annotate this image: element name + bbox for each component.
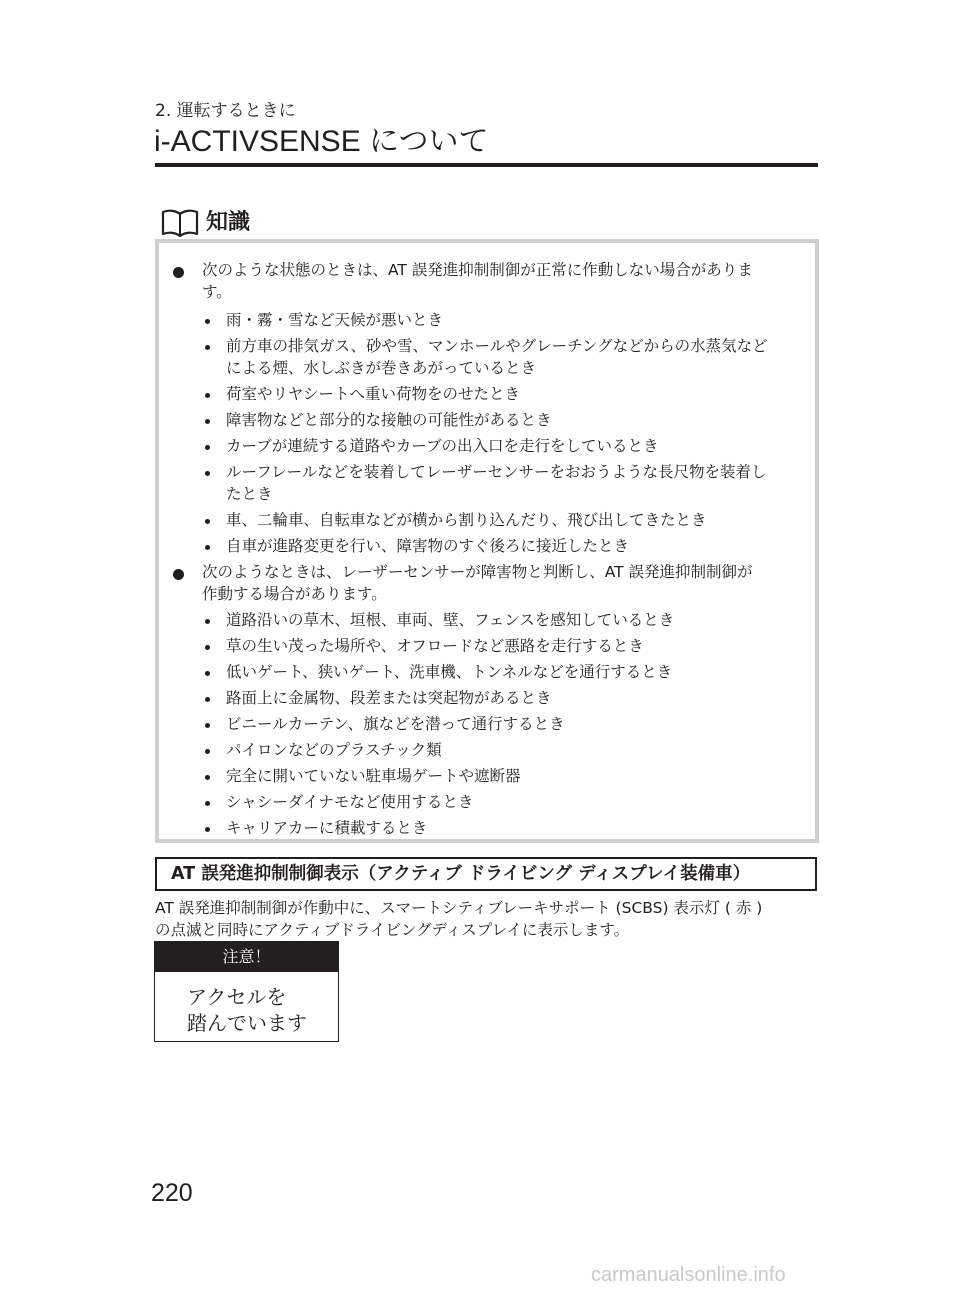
- display-message-line-2: 踏んでいます: [187, 1011, 307, 1035]
- page-title: i-ACTIVSENSE について: [154, 125, 489, 158]
- knowledge-group-1-line-1: 次のような状態のときは、AT 誤発進抑制制御が正常に作動しない場合がありま: [202, 261, 753, 279]
- list-item-continued: たとき: [226, 485, 273, 503]
- list-item: 草の生い茂った場所や、オフロードなど悪路を走行するとき: [226, 637, 644, 655]
- knowledge-group-2-line-2: 作動する場合があります。: [202, 585, 387, 603]
- list-item: 荷室やリヤシートへ重い荷物をのせたとき: [226, 385, 521, 403]
- sub-bullet-dot: [205, 471, 210, 476]
- title-rule: [155, 163, 818, 167]
- bullet-dot: [173, 569, 184, 580]
- display-message-line-1: アクセルを: [187, 985, 287, 1009]
- sub-bullet-dot: [205, 775, 210, 780]
- list-item: 前方車の排気ガス、砂や雪、マンホールやグレーチングなどからの水蒸気など: [226, 337, 768, 355]
- sub-bullet-dot: [205, 749, 210, 754]
- section-paragraph-line-2: の点滅と同時にアクティブドライビングディスプレイに表示します。: [155, 921, 630, 939]
- display-warning-header: 注意！: [155, 942, 338, 972]
- knowledge-group-2-line-1: 次のようなときは、レーザーセンサーが障害物と判断し、AT 誤発進抑制制御が: [202, 563, 753, 581]
- list-item: 道路沿いの草木、垣根、車両、壁、フェンスを感知しているとき: [226, 611, 675, 629]
- bullet-dot: [173, 267, 184, 278]
- section-heading-box: [155, 857, 817, 891]
- sub-bullet-dot: [205, 345, 210, 350]
- page-number: 220: [151, 1179, 193, 1207]
- sub-bullet-dot: [205, 827, 210, 832]
- knowledge-label: 知識: [206, 210, 251, 235]
- list-item: シャシーダイナモなど使用するとき: [226, 793, 474, 811]
- sub-bullet-dot: [205, 519, 210, 524]
- sub-bullet-dot: [205, 697, 210, 702]
- knowledge-box: [155, 239, 819, 843]
- list-item: パイロンなどのプラスチック類: [226, 741, 442, 759]
- list-item: ルーフレールなどを装着してレーザーセンサーをおおうような長尺物を装着し: [226, 463, 767, 481]
- driving-display-illustration: [154, 941, 339, 1042]
- sub-bullet-dot: [205, 619, 210, 624]
- list-item: ビニールカーテン、旗などを潜って通行するとき: [226, 715, 565, 733]
- sub-bullet-dot: [205, 671, 210, 676]
- sub-bullet-dot: [205, 545, 210, 550]
- section-paragraph-line-1: AT 誤発進抑制制御が作動中に、スマートシティブレーキサポート (SCBS) 表示灯 ( 赤 ): [155, 899, 763, 917]
- knowledge-heading: [160, 206, 250, 240]
- list-item: カーブが連続する道路やカーブの出入口を走行をしているとき: [226, 437, 659, 455]
- knowledge-group-1-line-2: す。: [202, 283, 232, 301]
- list-item: 完全に開いていない駐車場ゲートや遮断器: [226, 767, 521, 785]
- list-item: 障害物などと部分的な接触の可能性があるとき: [226, 411, 552, 429]
- sub-bullet-dot: [205, 393, 210, 398]
- list-item: 路面上に金属物、段差または突起物があるとき: [226, 689, 552, 707]
- watermark: carmanualsonline.info: [591, 1264, 786, 1286]
- sub-bullet-dot: [205, 801, 210, 806]
- open-book-icon: [160, 208, 200, 238]
- sub-bullet-dot: [205, 319, 210, 324]
- list-item: 車、二輪車、自転車などが横から割り込んだり、飛び出してきたとき: [226, 511, 707, 529]
- list-item: 雨・霧・雪など天候が悪いとき: [226, 311, 444, 329]
- list-item: 自車が進路変更を行い、障害物のすぐ後ろに接近したとき: [226, 537, 630, 555]
- sub-bullet-dot: [205, 723, 210, 728]
- section-heading: AT 誤発進抑制制御表示（アクティブ ドライビング ディスプレイ装備車）: [171, 864, 751, 884]
- chapter-subtitle: 2. 運転するときに: [155, 101, 296, 121]
- list-item-continued: による煙、水しぶきが巻きあがっているとき: [226, 359, 537, 377]
- sub-bullet-dot: [205, 645, 210, 650]
- sub-bullet-dot: [205, 419, 210, 424]
- list-item: 低いゲート、狭いゲート、洗車機、トンネルなどを通行するとき: [226, 663, 673, 681]
- list-item: キャリアカーに積載するとき: [226, 819, 428, 837]
- sub-bullet-dot: [205, 445, 210, 450]
